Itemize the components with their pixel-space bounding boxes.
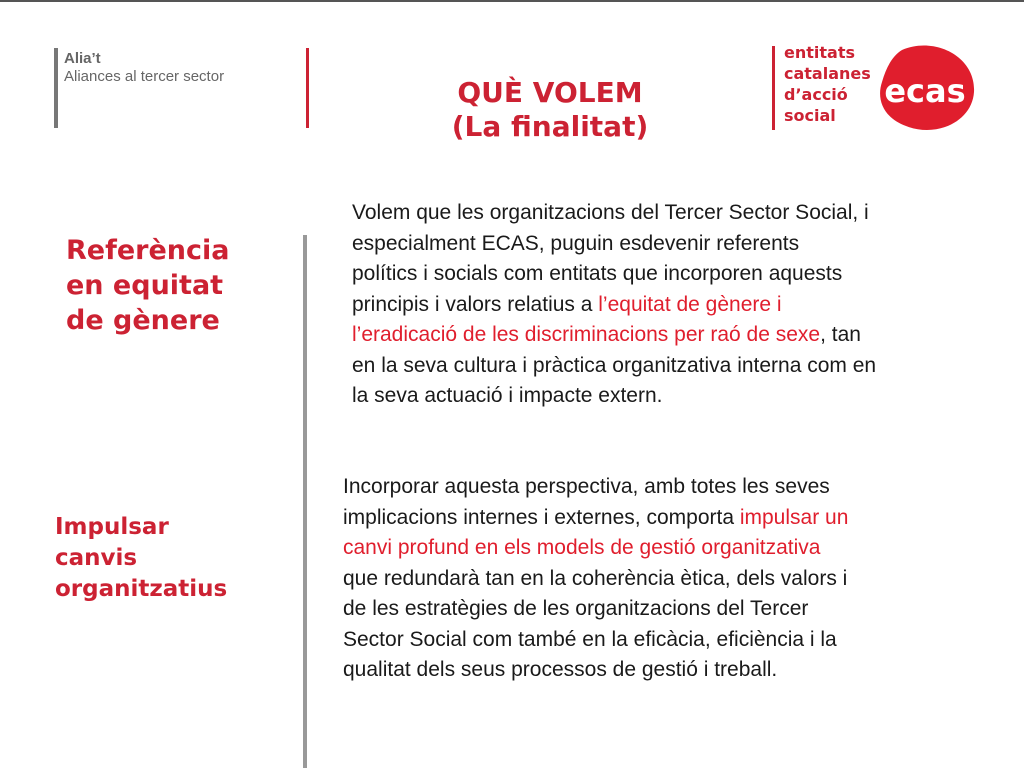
paragraph-line	[343, 503, 993, 534]
ecas-logo	[772, 42, 982, 134]
heading-line: organitzatius	[55, 576, 228, 602]
body-text: qualitat dels seus processos de gestió i treball.	[343, 658, 778, 681]
logo-line: social	[784, 106, 836, 125]
logo-mark-text: ecas	[884, 72, 966, 110]
page-title-line-1: QUÈ VOLEM	[457, 76, 643, 109]
logo-text	[784, 42, 871, 126]
section-heading-impulsar	[55, 512, 227, 605]
logo-line: d’acció	[784, 85, 848, 104]
highlight-text: l’eradicació de les discriminacions per raó de sexe	[352, 323, 821, 346]
paragraph-change	[343, 472, 993, 686]
paragraph-line	[343, 625, 993, 656]
highlight-text: impulsar un	[739, 505, 849, 529]
paragraph-line	[352, 229, 1002, 260]
paragraph-line	[343, 655, 993, 686]
highlight-text: canvi profund en els models de gestió organitzativa	[343, 536, 821, 559]
body-text: la seva actuació i impacte extern.	[352, 384, 663, 407]
page-title	[430, 76, 670, 144]
paragraph-line	[343, 594, 993, 625]
logo-bar	[772, 46, 775, 130]
heading-line: Referència	[66, 235, 230, 266]
brand-block	[64, 50, 224, 86]
body-text: especialment ECAS, puguin esdevenir referents	[352, 231, 800, 255]
title-bar	[306, 48, 309, 128]
body-text: , tan	[820, 323, 861, 346]
ecas-mark-icon	[872, 42, 978, 134]
paragraph-line	[352, 351, 1002, 382]
heading-line: de gènere	[66, 305, 220, 336]
paragraph-line	[343, 564, 993, 595]
brand-tagline: Aliances al tercer sector	[64, 68, 225, 85]
heading-line: en equitat	[66, 270, 224, 301]
paragraph-line	[343, 533, 993, 564]
paragraph-line	[352, 320, 1002, 351]
logo-line: entitats	[784, 43, 855, 62]
paragraph-line	[352, 259, 1002, 290]
heading-line: canvis	[55, 545, 138, 571]
body-text: de les estratègies de les organitzacions del Tercer	[343, 597, 809, 620]
logo-line: catalanes	[784, 64, 871, 83]
body-text: Volem que les organitzacions del Tercer Sector Social, i	[352, 201, 869, 224]
body-text: Sector Social com també en la eficàcia, eficiència i la	[343, 627, 837, 651]
top-rule	[0, 0, 1024, 2]
highlight-text: l’equitat de gènere i	[598, 292, 782, 316]
paragraph-line	[352, 381, 1002, 412]
paragraph-line	[343, 472, 993, 503]
brand-name: Alia’t	[64, 50, 101, 67]
body-text: que redundarà tan en la coherència ètica, dels valors i	[343, 566, 848, 590]
body-text: implicacions internes i externes, comporta	[343, 505, 740, 529]
body-text: principis i valors relatius a	[352, 292, 599, 316]
paragraph-objective	[352, 198, 1002, 412]
paragraph-line	[352, 290, 1002, 321]
heading-line: Impulsar	[55, 514, 169, 540]
vertical-divider	[303, 235, 307, 768]
body-text: Incorporar aquesta perspectiva, amb totes les seves	[343, 475, 830, 498]
body-text: en la seva cultura i pràctica organitzativa interna com en	[352, 353, 877, 377]
section-heading-equitat	[66, 233, 230, 338]
body-text: polítics i socials com entitats que incorporen aquests	[352, 262, 843, 285]
page-title-line-2: (La finalitat)	[451, 110, 649, 143]
paragraph-line	[352, 198, 1002, 229]
brand-bar	[54, 48, 58, 128]
